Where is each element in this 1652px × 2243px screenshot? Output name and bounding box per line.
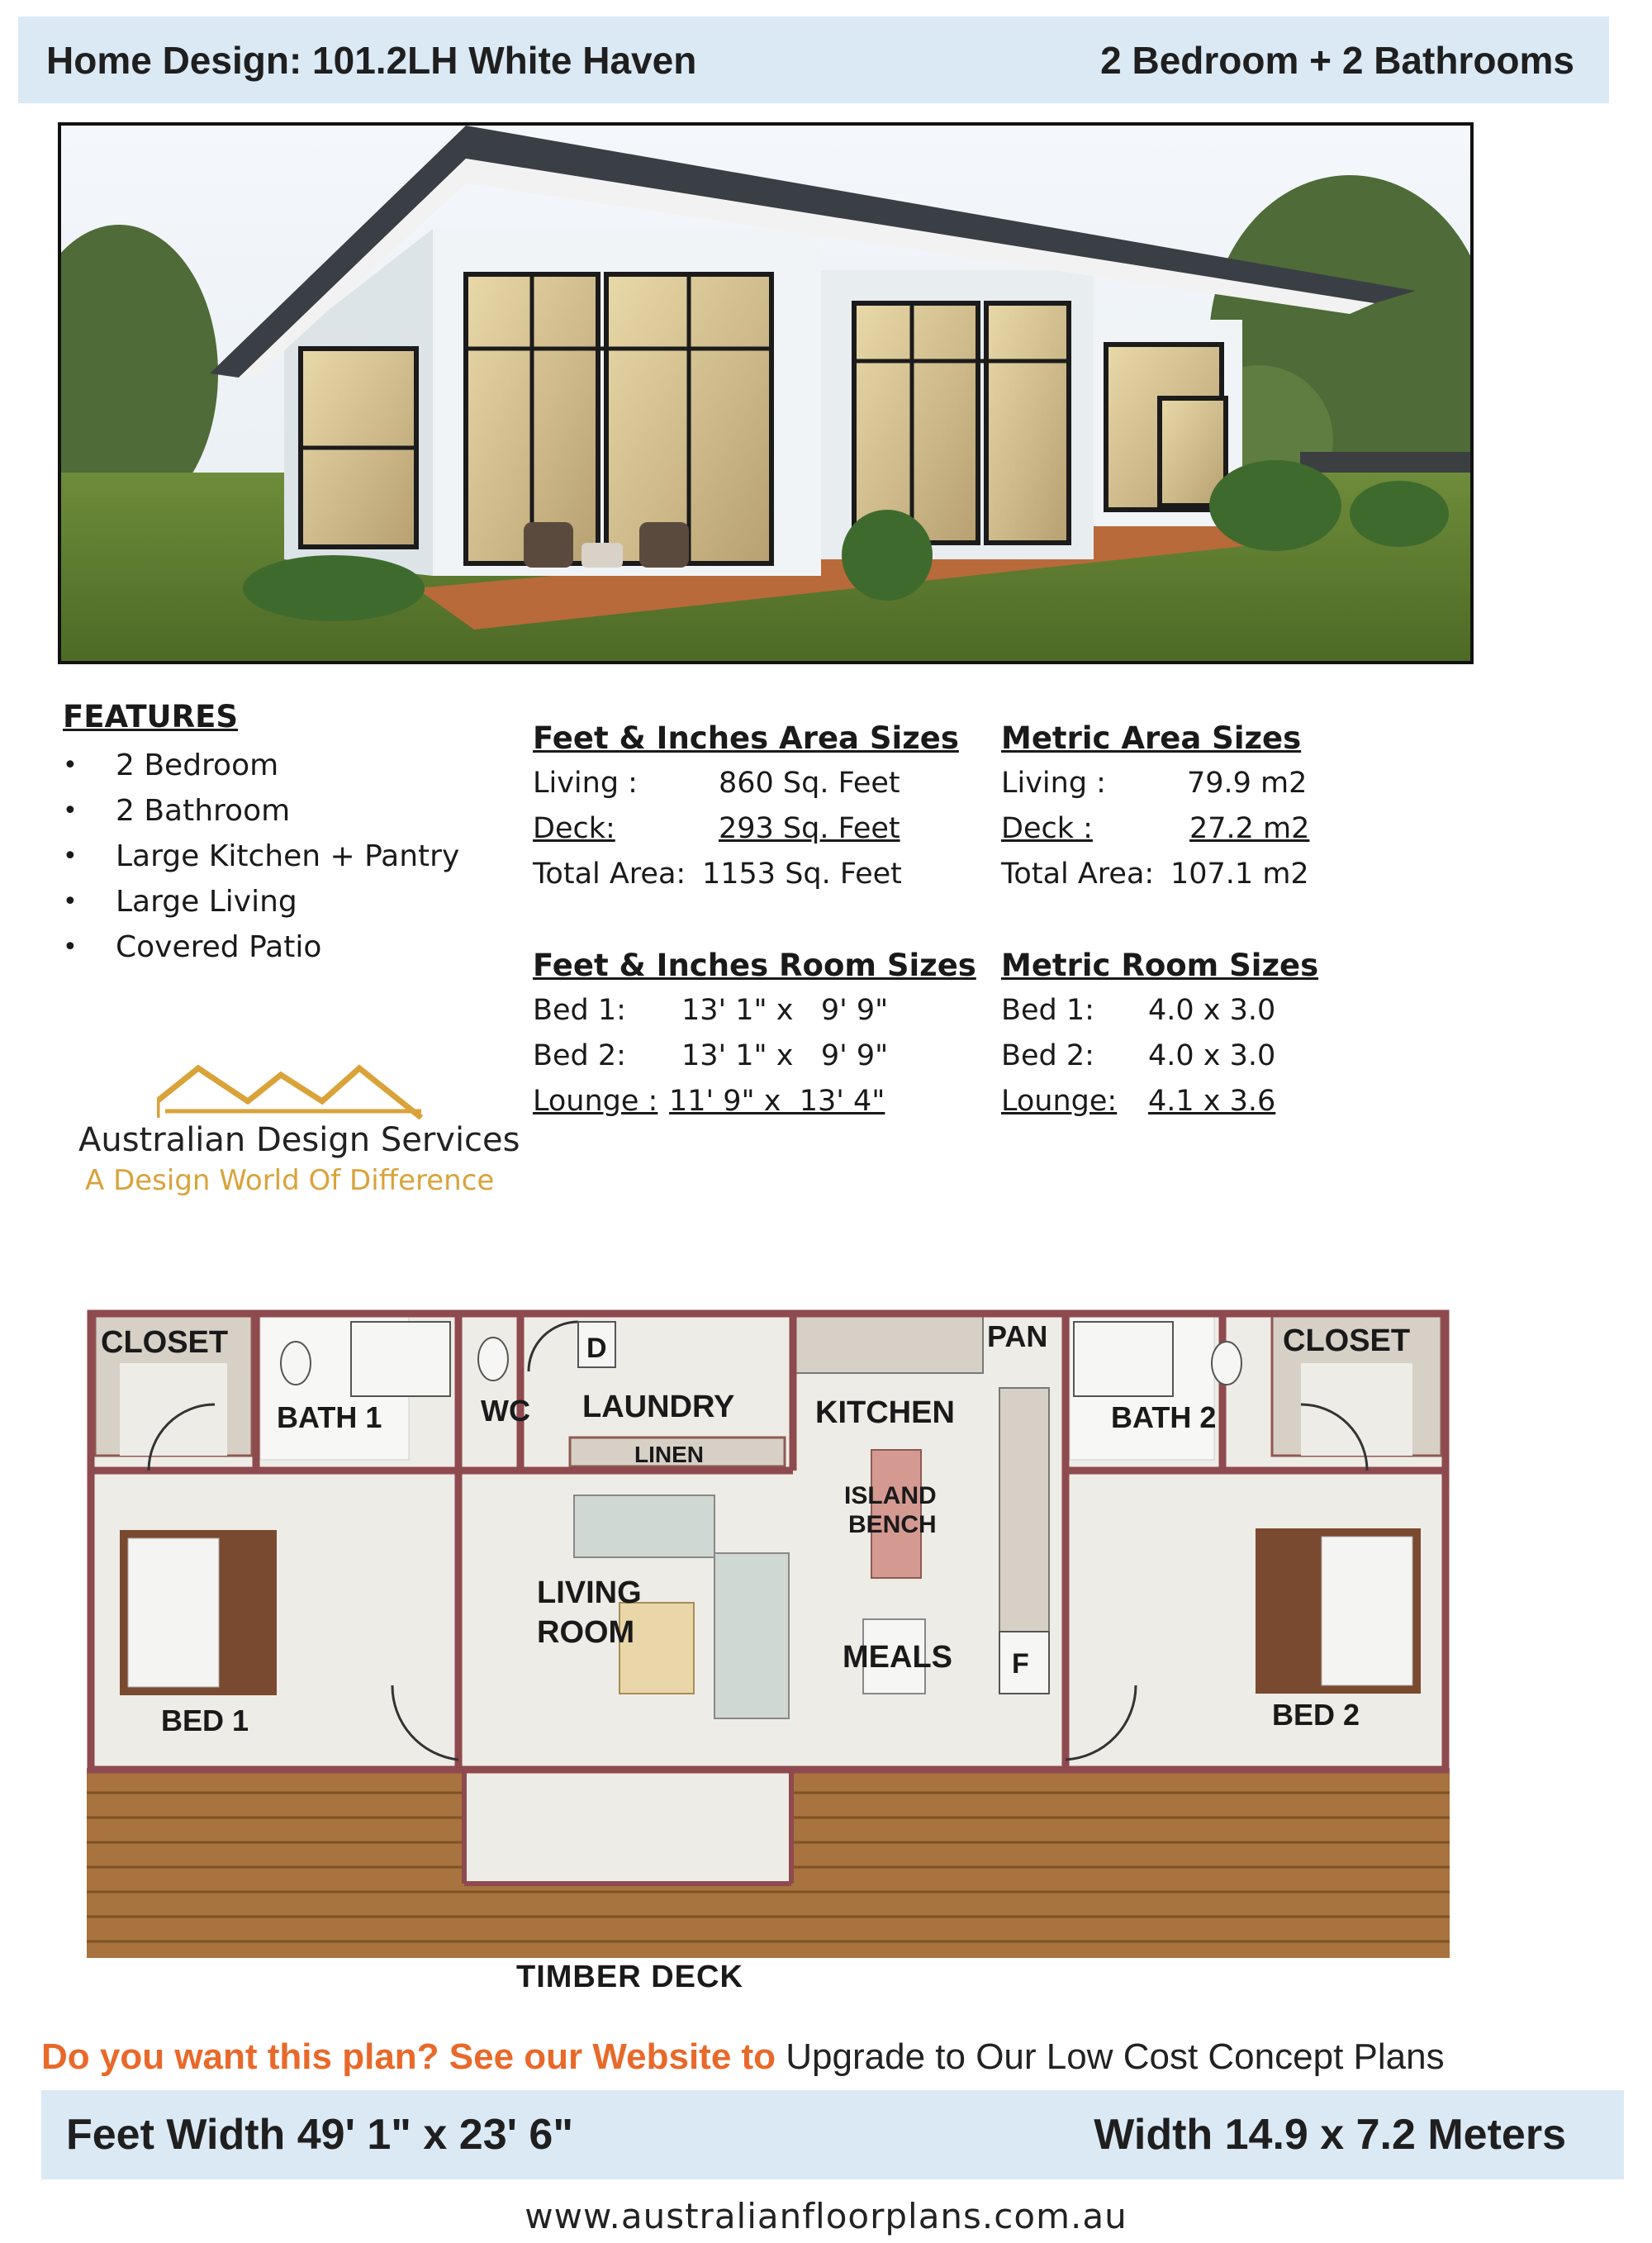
- design-title: Home Design: 101.2LH White Haven: [46, 38, 697, 82]
- area-row: Deck : 27.2 m2: [1001, 812, 1310, 845]
- area-row: Total Area: 107.1 m2: [1001, 858, 1309, 891]
- room-row: Bed 2: 13' 1" x 9' 9": [533, 1039, 889, 1072]
- area-row: Living : 79.9 m2: [1001, 767, 1308, 800]
- area-row: Deck: 293 Sq. Feet: [533, 812, 900, 845]
- bullet-icon: •: [63, 933, 78, 962]
- fridge-label: F: [1012, 1648, 1029, 1680]
- imperial-rooms-table: [533, 948, 976, 1130]
- bullet-icon: •: [63, 842, 78, 871]
- house-rendering: [58, 122, 1474, 664]
- roofline-logo-icon: [157, 1062, 430, 1119]
- dimensions-banner: [41, 2090, 1624, 2179]
- bed1-furniture: [120, 1530, 277, 1695]
- pantry-label: PAN: [987, 1319, 1048, 1353]
- closet-right-label: CLOSET: [1283, 1323, 1411, 1358]
- room-row: Lounge: 4.1 x 3.6: [1001, 1085, 1276, 1118]
- bed1-label: BED 1: [161, 1704, 249, 1737]
- closet-left-label: CLOSET: [101, 1325, 229, 1360]
- company-logo: [78, 1062, 525, 1210]
- room-row: Bed 2: 4.0 x 3.0: [1001, 1039, 1276, 1072]
- room-row: Bed 1: 4.0 x 3.0: [1001, 994, 1276, 1027]
- metric-rooms-table: [1001, 948, 1318, 1130]
- linen-label: LINEN: [634, 1442, 704, 1467]
- kitchen-label: KITCHEN: [815, 1395, 955, 1430]
- feature-item: • Covered Patio: [63, 930, 322, 964]
- bath1-label: BATH 1: [277, 1400, 382, 1434]
- bullet-icon: •: [63, 887, 78, 916]
- feature-item: • Large Kitchen + Pantry: [63, 839, 460, 873]
- bullet-icon: •: [63, 751, 78, 780]
- company-tagline: A Design World Of Difference: [85, 1164, 495, 1197]
- cta-upgrade-text: Upgrade to Our Low Cost Concept Plans: [776, 2036, 1445, 2077]
- website-url[interactable]: www.australianfloorplans.com.au: [525, 2196, 1127, 2236]
- area-row: Living : 860 Sq. Feet: [533, 767, 900, 800]
- feature-item: • Large Living: [63, 885, 297, 919]
- company-name: Australian Design Services: [78, 1121, 520, 1159]
- meals-label: MEALS: [843, 1640, 952, 1675]
- features-list: [63, 699, 492, 970]
- imperial-area-title: Feet & Inches Area Sizes: [533, 720, 959, 756]
- imperial-width: Feet Width 49' 1" x 23' 6": [66, 2111, 573, 2159]
- imperial-area-table: [533, 720, 959, 903]
- room-label: ROOM: [537, 1615, 635, 1650]
- timber-deck-label: TIMBER DECK: [516, 1960, 743, 1994]
- bed2-furniture: [1256, 1528, 1421, 1694]
- wc-label: WC: [481, 1394, 530, 1428]
- room-row: Bed 1: 13' 1" x 9' 9": [533, 994, 889, 1027]
- features-title: FEATURES: [63, 699, 239, 734]
- dryer-label: D: [586, 1333, 607, 1364]
- room-row: Lounge : 11' 9" x 13' 4": [533, 1085, 885, 1118]
- bed-bath-summary: 2 Bedroom + 2 Bathrooms: [1100, 38, 1574, 82]
- title-banner: [18, 17, 1609, 103]
- bullet-icon: •: [63, 796, 78, 825]
- feature-item: • 2 Bathroom: [63, 794, 291, 828]
- area-row: Total Area: 1153 Sq. Feet: [533, 858, 902, 891]
- metric-rooms-title: Metric Room Sizes: [1001, 948, 1319, 983]
- bed2-label: BED 2: [1272, 1698, 1360, 1732]
- cta-highlight: Do you want this plan? See our Website to: [41, 2036, 776, 2077]
- imperial-rooms-title: Feet & Inches Room Sizes: [533, 948, 976, 983]
- living-label: LIVING: [537, 1575, 642, 1610]
- metric-area-table: [1001, 720, 1309, 903]
- laundry-label: LAUNDRY: [582, 1390, 735, 1424]
- metric-width: Width 14.9 x 7.2 Meters: [1094, 2111, 1566, 2159]
- floor-plan: [83, 1305, 1454, 1962]
- feature-item: • 2 Bedroom: [63, 748, 279, 782]
- bath2-label: BATH 2: [1111, 1400, 1217, 1434]
- island-label: ISLAND: [844, 1482, 937, 1509]
- metric-area-title: Metric Area Sizes: [1001, 720, 1302, 756]
- call-to-action: [41, 2036, 1445, 2078]
- bench-label: BENCH: [848, 1511, 937, 1538]
